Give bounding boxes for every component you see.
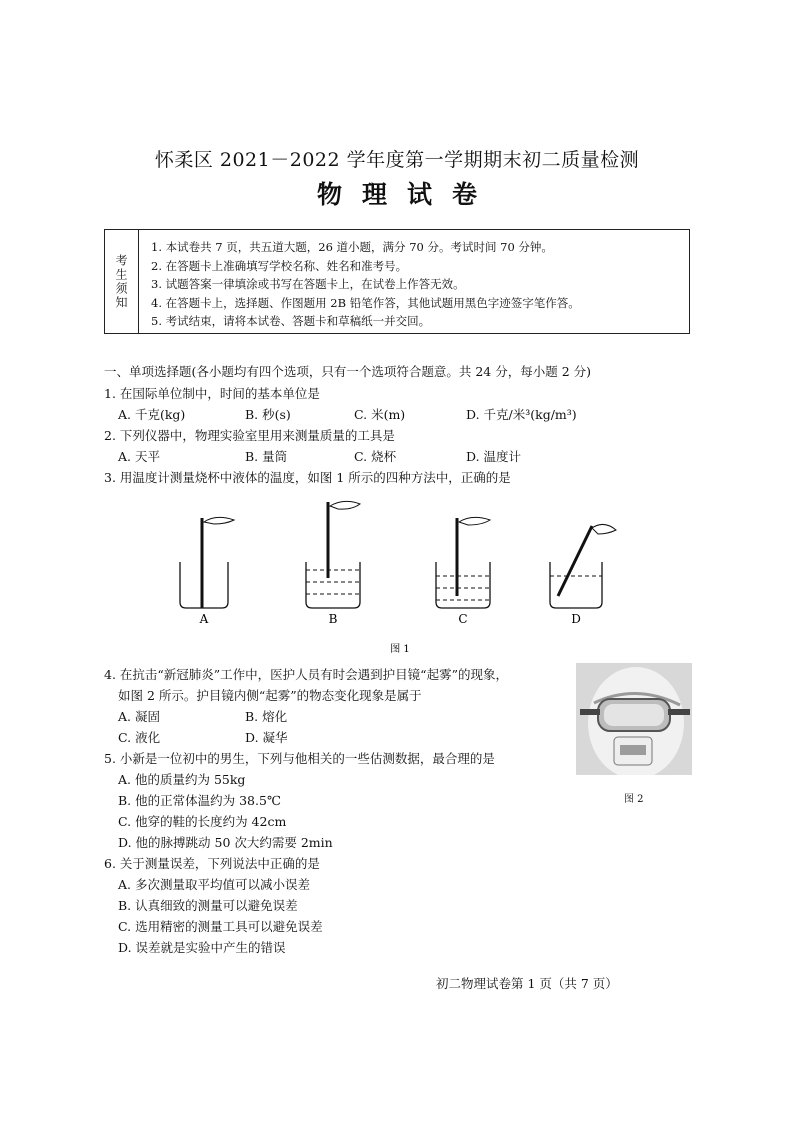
thermometer-d <box>558 526 592 596</box>
subject-title: 物理试卷 <box>316 180 497 209</box>
question-5-option-a: A. 他的质量约为 55kg <box>118 772 246 787</box>
figure-1-label-a: A <box>199 612 209 626</box>
figure-1-label-c: C <box>458 612 468 626</box>
hand-b <box>330 501 360 509</box>
question-5-option-b: B. 他的正常体温约为 38.5℃ <box>118 793 281 808</box>
question-6-stem: 6. 关于测量误差，下列说法中正确的是 <box>104 856 320 871</box>
question-5-stem: 5. 小新是一位初中的男生，下列与他相关的一些估测数据，最合理的是 <box>104 751 495 766</box>
beaker-b <box>306 562 360 608</box>
question-3-stem: 3. 用温度计测量烧杯中液体的温度，如图 1 所示的四种方法中，正确的是 <box>104 470 511 485</box>
question-1-option-d: D. 千克/米³(kg/m³) <box>466 407 577 422</box>
question-4-option-a: A. 凝固 <box>118 709 160 724</box>
figure-1-caption: 图 1 <box>390 644 410 655</box>
question-4-option-b: B. 熔化 <box>245 709 288 724</box>
question-1-option-b: B. 秒(s) <box>245 407 291 422</box>
question-2-option-d: D. 温度计 <box>466 449 522 464</box>
hand-a <box>204 517 234 524</box>
notice-item: 3. 试题答案一律填涂或书写在答题卡上，在试卷上作答无效。 <box>151 277 465 291</box>
figure-1-label-d: D <box>571 612 581 626</box>
question-2-option-c: C. 烧杯 <box>354 449 397 464</box>
question-6-option-b: B. 认真细致的测量可以避免误差 <box>118 898 298 913</box>
question-4-stem: 4. 在抗击“新冠肺炎”工作中，医护人员有时会遇到护目镜“起雾”的现象， <box>104 667 508 682</box>
exam-title: 怀柔区 2021－2022 学年度第一学期期末初二质量检测 <box>154 149 640 171</box>
figure-2-caption: 图 2 <box>624 794 644 805</box>
question-1-option-c: C. 米(m) <box>354 407 406 422</box>
question-6-option-a: A. 多次测量取平均值可以减小误差 <box>118 877 310 892</box>
beaker-c <box>436 562 490 608</box>
notice-list <box>151 238 580 331</box>
hand-d <box>592 524 616 534</box>
notice-item: 1. 本试卷共 7 页，共五道大题，26 道小题，满分 70 分。考试时间 70 分钟。 <box>151 240 553 254</box>
question-5-option-c: C. 他穿的鞋的长度约为 42cm <box>118 814 287 829</box>
notice-item: 2. 在答题卡上准确填写学校名称、姓名和准考号。 <box>151 258 408 273</box>
question-5-option-d: D. 他的脉搏跳动 50 次大约需要 2min <box>118 835 333 850</box>
question-6-option-d: D. 误差就是实验中产生的错误 <box>118 940 286 955</box>
question-4-option-c: C. 液化 <box>118 730 161 745</box>
question-2-option-a: A. 天平 <box>118 449 160 464</box>
beaker-d <box>550 562 602 608</box>
section1-heading: 一、单项选择题(各小题均有四个选项，只有一个选项符合题意。共 24 分，每小题 2 分) <box>104 364 592 379</box>
figure-2-goggles-photo <box>576 663 692 775</box>
question-1-stem: 1. 在国际单位制中，时间的基本单位是 <box>104 386 320 401</box>
page-footer: 初二物理试卷第 1 页（共 7 页） <box>436 976 618 991</box>
question-4-option-d: D. 凝华 <box>245 730 288 745</box>
question-1-option-a: A. 千克(kg) <box>118 407 186 422</box>
hand-c <box>459 517 490 525</box>
question-6-option-c: C. 选用精密的测量工具可以避免误差 <box>118 919 323 934</box>
figure-1-thermometers <box>160 490 630 660</box>
question-2-stem: 2. 下列仪器中，物理实验室里用来测量质量的工具是 <box>104 428 395 443</box>
notice-item: 5. 考试结束，请将本试卷、答题卡和草稿纸一并交回。 <box>151 314 431 328</box>
notice-item: 4. 在答题卡上，选择题、作图题用 2B 铅笔作答，其他试题用黑色字迹签字笔作答。 <box>151 295 580 310</box>
question-4-stem-continued: 如图 2 所示。护目镜内侧“起雾”的物态变化现象是属于 <box>118 688 422 703</box>
figure-1-label-b: B <box>328 612 338 626</box>
notice-label: 考生须知 <box>105 230 139 333</box>
question-2-option-b: B. 量筒 <box>245 449 288 464</box>
beaker-a <box>180 562 228 608</box>
notice-box <box>104 229 690 334</box>
